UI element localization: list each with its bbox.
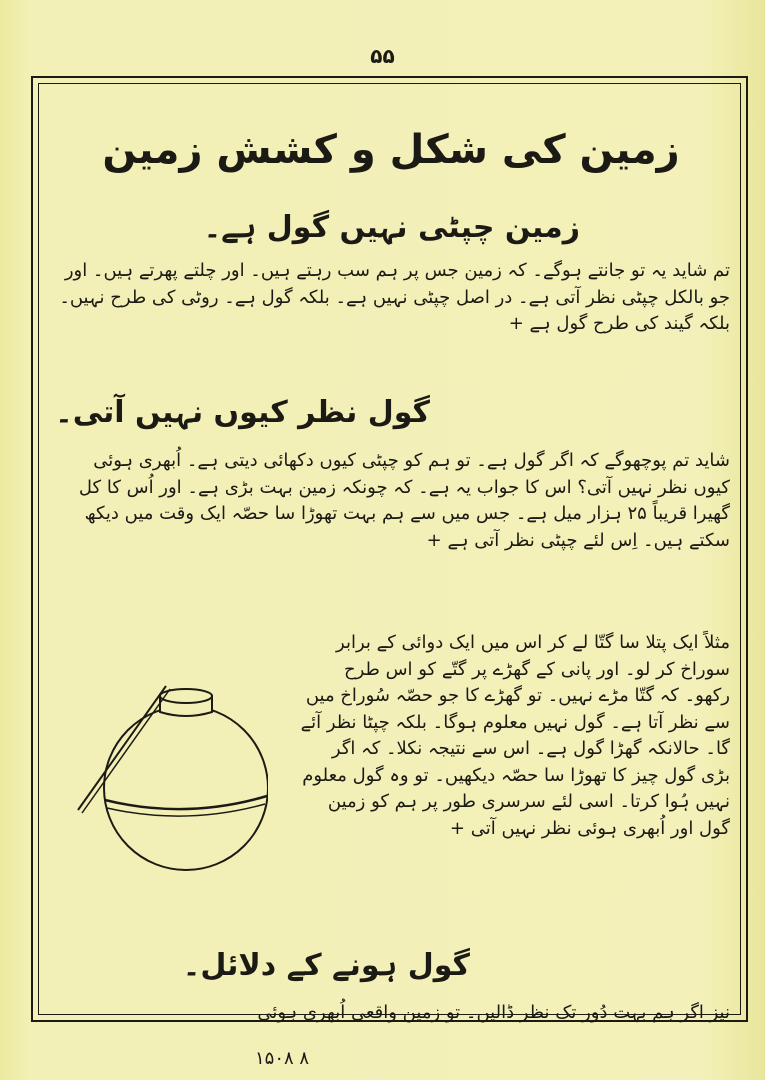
pot-example-paragraph: مثلاً ایک پتلا سا گتّا لے کر اس میں ایک دوائی کے برابر سوراخ کر لو۔ اور پانی کے گھڑے پر گتّے کو اس طرح رکھو۔ کہ گتّا مڑے نہیں۔ تو گھڑے کا جو حصّہ سُوراخ میں سے نظر آتا ہے۔ گول نہیں معلوم ہوگا۔ بلکہ چپٹا نظر آئے گا۔ حالانکہ گھڑا گول ہے۔ اس سے نتیجہ نکلا۔ کہ اگر بڑی گول چیز کا تھوڑا سا حصّہ دیکھیں۔ تو وہ گول معلوم نہیں ہُوا کرتا۔ اسی لئے سرسری طور پر ہم کو زمین گول اور اُبھری ہوئی نظر نہیں آتی + <box>300 632 730 839</box>
section-heading-flat-not-round: زمین چپٹی نہیں گول ہے۔ <box>203 210 580 245</box>
section-paragraph-2: شاید تم پوچھوگے کہ اگر گول ہے۔ تو ہم کو چپٹی کیوں دکھائی دیتی ہے۔ اُبھری ہوئی کیوں نظر نہیں آتی؟ اس کا جواب یہ ہے۔ کہ چونکہ زمین بہت بڑی ہے۔ اور اُس کا کل گھیرا قریباً ۲۵ ہزار میل ہے۔ جس میں سے ہم بہت تھوڑا سا حصّہ ایک وقت میں دیکھ سکتے ہیں۔ اِس لئے چپٹی نظر آتی ہے + <box>78 450 730 551</box>
section-paragraph-3: نیز اگر ہم بہت دُور تک نظر ڈالیں۔ تو زمین واقعی اُبھری ہوئی <box>257 1002 730 1023</box>
page-number: ۵۵ <box>370 44 395 68</box>
footer-handwritten-mark: ۱۵۰۸ ۸ <box>255 1048 310 1069</box>
chapter-title: زمین کی شکل و کشش زمین <box>102 127 680 173</box>
section-heading-proofs: گول ہونے کے دلائل۔ <box>182 948 470 983</box>
section-heading-why-not-round: گول نظر کیوں نہیں آتی۔ <box>55 395 430 430</box>
section-paragraph-1: تم شاید یہ تو جانتے ہوگے۔ کہ زمین جس پر ہم سب رہتے ہیں۔ اور چلتے پھرتے ہیں۔ اور جو بالکل چپٹی نظر آتی ہے۔ در اصل چپٹی نہیں ہے۔ بلکہ گول ہے۔ روٹی کی طرح نہیں۔ بلکہ گیند کی طرح گول ہے + <box>59 260 730 334</box>
water-pot-illustration <box>68 672 268 892</box>
